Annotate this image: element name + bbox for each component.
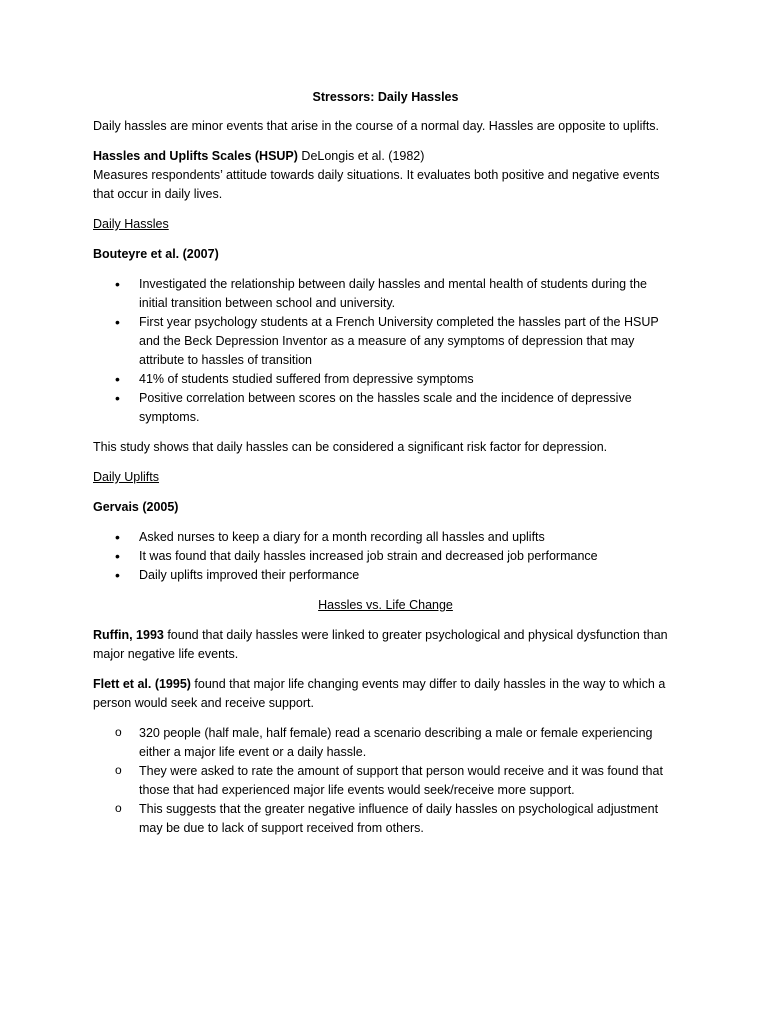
list-item: • First year psychology students at a French University completed the hassles part of the HSUP and the Beck Depression Inventor as a measure of any symptoms of depression that may attribute to hassles of transition bbox=[93, 313, 678, 370]
daily-uplifts-heading: Daily Uplifts bbox=[93, 470, 159, 484]
hsup-name: Hassles and Uplifts Scales (HSUP) bbox=[93, 149, 298, 163]
daily-uplifts-bullets bbox=[93, 528, 678, 585]
list-item: • Investigated the relationship between daily hassles and mental health of students during the initial transition between school and university. bbox=[93, 275, 678, 313]
hsup-paragraph bbox=[93, 147, 678, 204]
intro-paragraph: Daily hassles are minor events that arise in the course of a normal day. Hassles are opposite to uplifts. bbox=[93, 119, 660, 133]
flett-citation: Flett et al. (1995) bbox=[93, 677, 191, 691]
list-item: • 41% of students studied suffered from depressive symptoms bbox=[93, 370, 678, 389]
bouteyre-study-label: Bouteyre et al. (2007) bbox=[93, 247, 219, 261]
hsup-description: Measures respondents’ attitude towards daily situations. It evaluates both positive and negative events that occur in daily lives. bbox=[93, 168, 660, 201]
page-title: Stressors: Daily Hassles bbox=[312, 90, 459, 104]
ruffin-citation: Ruffin, 1993 bbox=[93, 628, 164, 642]
daily-hassles-heading: Daily Hassles bbox=[93, 217, 169, 231]
hsup-author: DeLongis et al. (1982) bbox=[301, 149, 425, 163]
flett-text: found that major life changing events may differ to daily hassles in the way to which a person would seek and receive support. bbox=[93, 677, 666, 710]
flett-paragraph bbox=[93, 675, 678, 713]
hassles-vs-life-change-heading: Hassles vs. Life Change bbox=[318, 598, 453, 612]
list-item: • It was found that daily hassles increased job strain and decreased job performance bbox=[93, 547, 678, 566]
list-item: • Asked nurses to keep a diary for a month recording all hassles and uplifts bbox=[93, 528, 678, 547]
daily-hassles-conclusion: This study shows that daily hassles can be considered a significant risk factor for depression. bbox=[93, 440, 608, 454]
list-item: • Positive correlation between scores on the hassles scale and the incidence of depressive symptoms. bbox=[93, 389, 678, 427]
gervais-study-label: Gervais (2005) bbox=[93, 500, 179, 514]
list-item: o 320 people (half male, half female) read a scenario describing a male or female experiencing either a major life event or a daily hassle. bbox=[93, 724, 678, 762]
list-item: o They were asked to rate the amount of support that person would receive and it was found that those that had experienced major life events would seek/receive more support. bbox=[93, 762, 678, 800]
list-item: • Daily uplifts improved their performance bbox=[93, 566, 678, 585]
daily-hassles-bullets bbox=[93, 275, 678, 427]
ruffin-text: found that daily hassles were linked to greater psychological and physical dysfunction than major negative life events. bbox=[93, 628, 668, 661]
list-item: o This suggests that the greater negative influence of daily hassles on psychological adjustment may be due to lack of support received from others. bbox=[93, 800, 678, 838]
flett-bullets bbox=[93, 724, 678, 838]
ruffin-paragraph bbox=[93, 626, 678, 664]
